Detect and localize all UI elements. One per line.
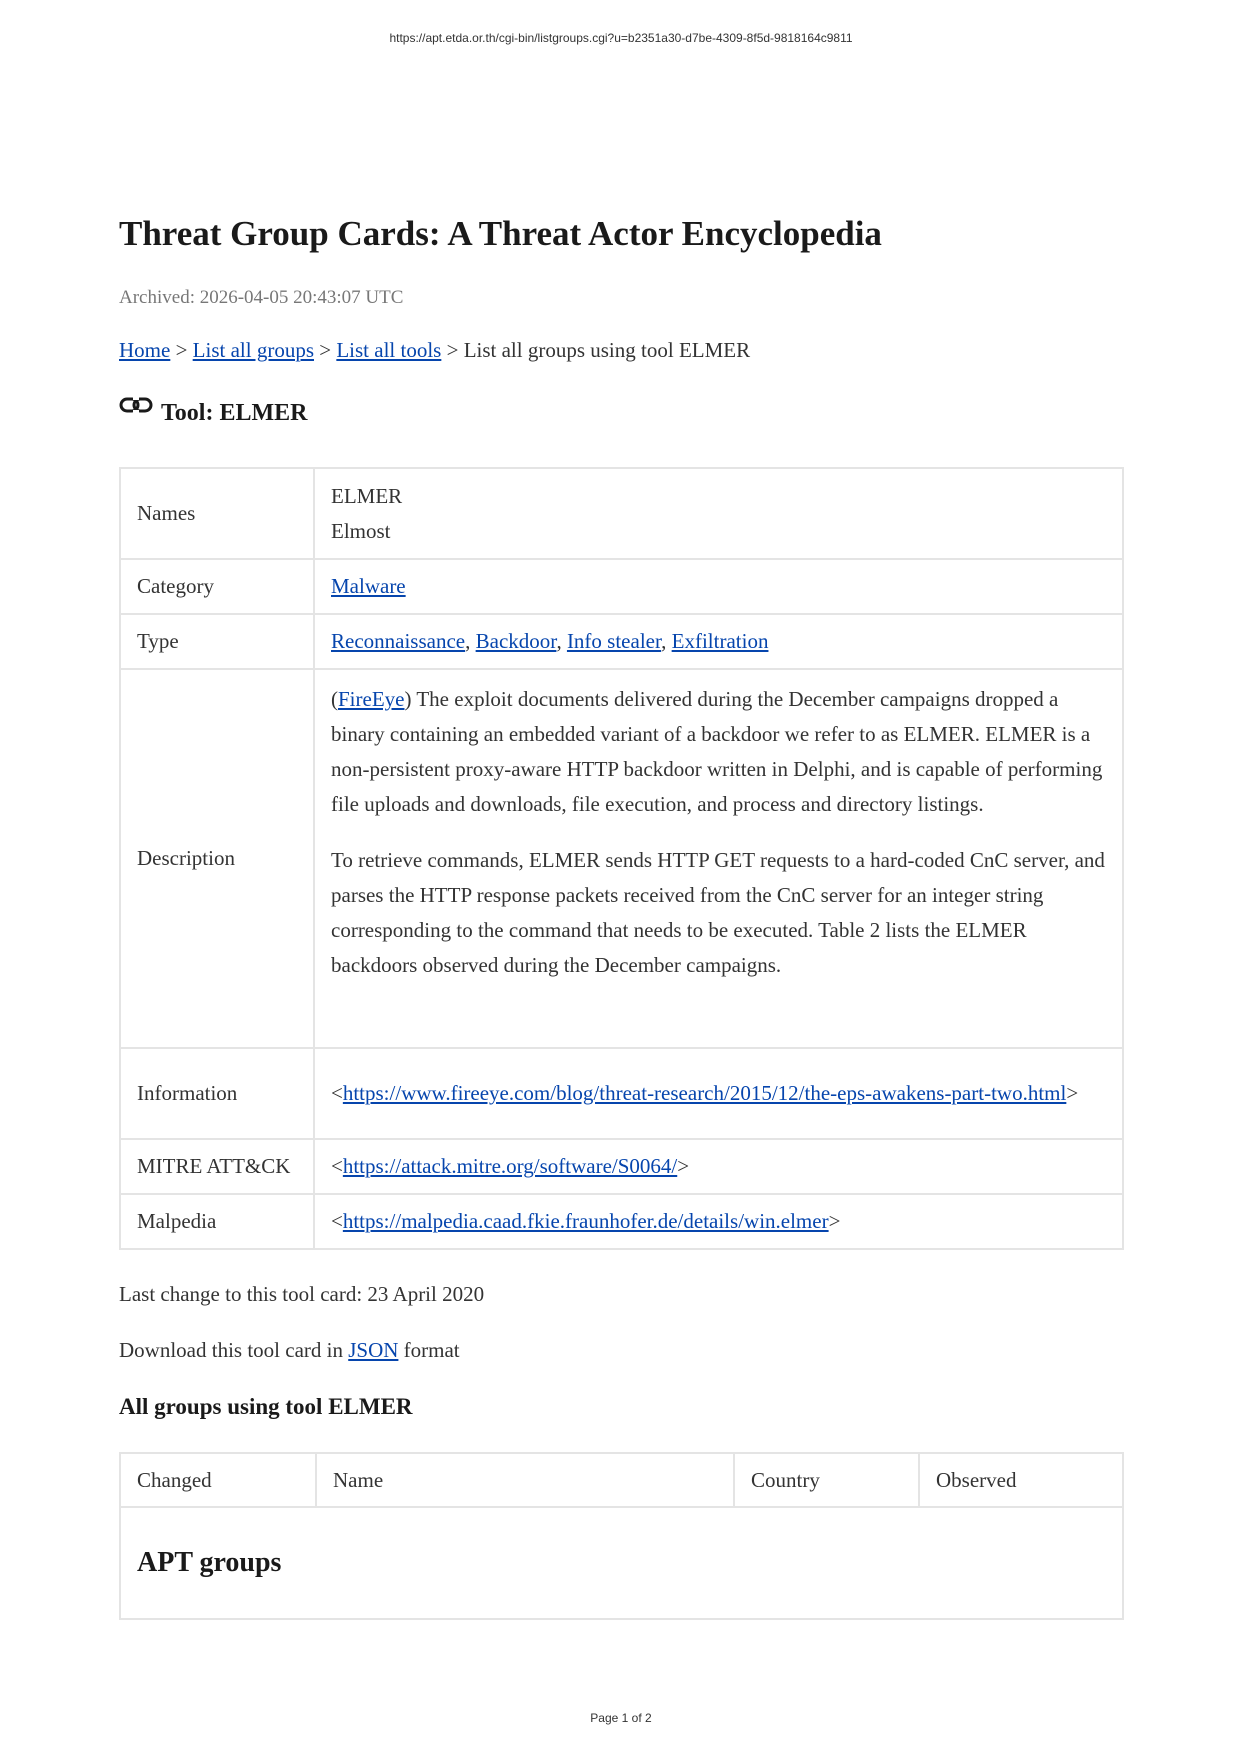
type-separator: ,	[465, 629, 476, 653]
malpedia-link[interactable]: https://malpedia.caad.fkie.fraunhofer.de/details/win.elmer	[342, 1209, 829, 1233]
column-header-name[interactable]: Name	[316, 1453, 734, 1507]
table-row-type	[120, 614, 1123, 669]
description-paragraph	[331, 682, 1106, 822]
groups-table-header	[120, 1453, 1123, 1507]
mitre-link[interactable]: https://attack.mitre.org/software/S0064/	[342, 1154, 678, 1178]
angle-open: <	[331, 1081, 343, 1105]
type-link[interactable]: Info stealer	[566, 629, 662, 653]
breadcrumb	[119, 338, 750, 363]
breadcrumb-all-groups-link[interactable]: List all groups	[192, 338, 314, 362]
column-header-country[interactable]: Country	[734, 1453, 919, 1507]
tool-heading	[119, 400, 307, 427]
description-value	[314, 669, 1123, 1048]
download-prefix: Download this tool card in	[119, 1338, 349, 1362]
table-row-mitre	[120, 1139, 1123, 1194]
type-separator: ,	[556, 629, 567, 653]
link-icon[interactable]	[119, 394, 155, 418]
angle-close: >	[1066, 1081, 1079, 1105]
type-link[interactable]: Exfiltration	[671, 629, 769, 653]
row-label: Description	[120, 669, 314, 1048]
page-number: Page 1 of 2	[590, 1711, 652, 1725]
angle-open: <	[331, 1209, 343, 1233]
column-header-changed[interactable]: Changed	[120, 1453, 316, 1507]
table-row-description	[120, 669, 1123, 1048]
row-label: MITRE ATT&CK	[120, 1139, 314, 1194]
angle-open: <	[331, 1154, 343, 1178]
names-values	[314, 468, 1123, 559]
information-link[interactable]: https://www.fireeye.com/blog/threat-research/2015/12/the-eps-awakens-part-two.html	[342, 1081, 1067, 1105]
tool-info-table	[119, 467, 1124, 1250]
paren-close: )	[404, 687, 412, 711]
category-value	[314, 559, 1123, 614]
groups-table	[119, 1452, 1124, 1620]
groups-heading: All groups using tool ELMER	[119, 1394, 413, 1419]
row-label: Information	[120, 1048, 314, 1139]
breadcrumb-separator: >	[175, 338, 188, 362]
paren-open: (	[331, 687, 338, 711]
json-download-link[interactable]: JSON	[348, 1338, 399, 1362]
type-separator: ,	[661, 629, 672, 653]
breadcrumb-current: List all groups using tool ELMER	[463, 338, 751, 362]
apt-groups-section: APT groups	[120, 1507, 1123, 1619]
angle-close: >	[677, 1154, 690, 1178]
last-change: Last change to this tool card: 23 April 2020	[119, 1282, 485, 1306]
download-suffix: format	[398, 1338, 460, 1362]
information-line	[331, 1076, 1106, 1111]
mitre-value	[314, 1139, 1123, 1194]
archived-timestamp: Archived: 2026-04-05 20:43:07 UTC	[119, 287, 404, 308]
column-header-observed[interactable]: Observed	[919, 1453, 1123, 1507]
row-label: Type	[120, 614, 314, 669]
table-row-information	[120, 1048, 1123, 1139]
print-header-url: https://apt.etda.or.th/cgi-bin/listgroups.cgi?u=b2351a30-d7be-4309-8f5d-9818164c9811	[389, 31, 853, 45]
category-link[interactable]: Malware	[331, 574, 406, 598]
breadcrumb-separator: >	[319, 338, 332, 362]
download-line	[119, 1338, 460, 1363]
row-label: Category	[120, 559, 314, 614]
breadcrumb-separator: >	[446, 338, 459, 362]
page-title: Threat Group Cards: A Threat Actor Encyclopedia	[119, 214, 882, 253]
breadcrumb-all-tools-link[interactable]: List all tools	[336, 338, 442, 362]
malpedia-value	[314, 1194, 1123, 1249]
angle-close: >	[828, 1209, 841, 1233]
name-value: Elmost	[331, 518, 391, 543]
tool-heading-text: Tool: ELMER	[161, 400, 308, 426]
table-row-category	[120, 559, 1123, 614]
type-link[interactable]: Reconnaissance	[331, 629, 466, 653]
name-value: ELMER	[331, 483, 403, 508]
table-row-names	[120, 468, 1123, 559]
table-row-malpedia	[120, 1194, 1123, 1249]
groups-section-row	[120, 1507, 1123, 1619]
breadcrumb-home-link[interactable]: Home	[119, 338, 171, 362]
information-value	[314, 1048, 1123, 1139]
fireeye-link[interactable]: FireEye	[338, 687, 405, 711]
description-paragraph: To retrieve commands, ELMER sends HTTP GET requests to a hard-coded CnC server, and parses the HTTP response packets received from the CnC server for an integer string corresponding to the command that needs to be executed. Table 2 lists the ELMER backdoors observed during the December campaigns.	[331, 848, 1105, 977]
type-values	[314, 614, 1123, 669]
row-label: Names	[120, 468, 314, 559]
type-link[interactable]: Backdoor	[475, 629, 557, 653]
description-text: The exploit documents delivered during the December campaigns dropped a binary containing an embedded variant of a backdoor we refer to as ELMER. ELMER is a non-persistent proxy-aware HTTP backdoor written in Delphi, and is capable of performing file uploads and downloads, file execution, and process and directory listings.	[331, 687, 1103, 816]
row-label: Malpedia	[120, 1194, 314, 1249]
